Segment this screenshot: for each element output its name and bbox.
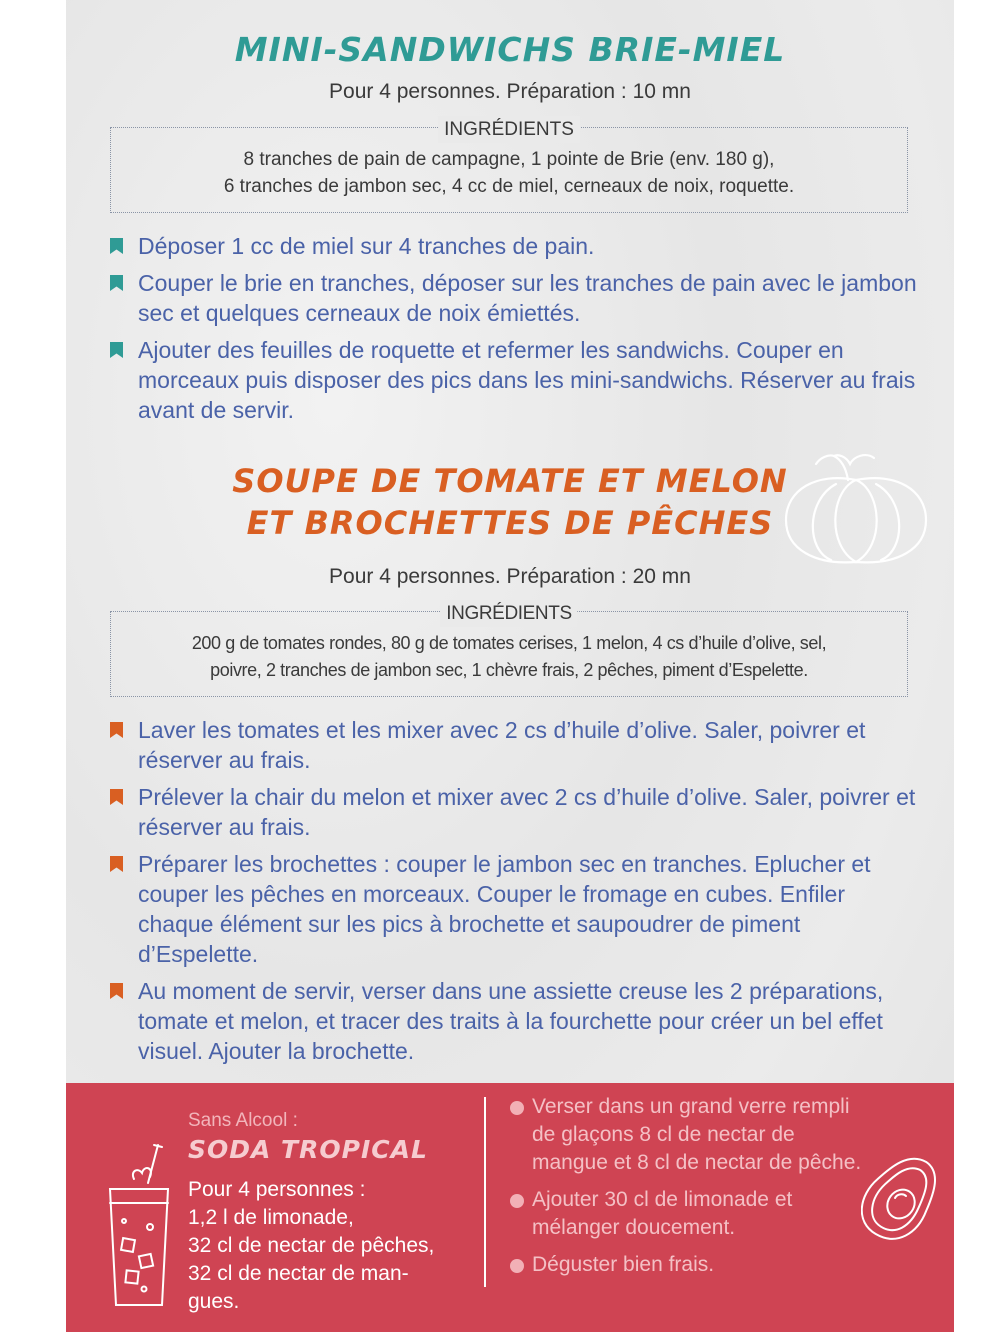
- drink-steps: [508, 1093, 868, 1288]
- bookmark-bullet-icon: [110, 275, 123, 291]
- bookmark-bullet-icon: [110, 789, 123, 805]
- dot-bullet-icon: [510, 1101, 524, 1115]
- recipe2-title-line2: ET BROCHETTES DE PÊCHES: [246, 504, 774, 542]
- drink-step: Ajouter 30 cl de limonade et mélanger doucement.: [508, 1186, 868, 1242]
- recipe2-steps: [108, 715, 918, 1073]
- drink-ingredient: 32 cl de nectar de pêches,: [188, 1234, 435, 1257]
- recipe1-ingredients-label: INGRÉDIENTS: [438, 116, 580, 143]
- drink-ingredient: 1,2 l de limonade,: [188, 1206, 354, 1229]
- recipe1-ingredients-line: 8 tranches de pain de campagne, 1 pointe de Brie (env. 180 g),: [243, 149, 775, 170]
- recipe1-ingredients-box: [110, 119, 908, 213]
- recipe-card: [66, 0, 954, 1332]
- drink-ingredient: 32 cl de nectar de man-: [188, 1262, 409, 1285]
- recipe2-step: Laver les tomates et les mixer avec 2 cs d’huile d’olive. Saler, poivrer et réserver au frais.: [108, 715, 918, 775]
- dot-bullet-icon: [510, 1194, 524, 1208]
- bookmark-bullet-icon: [110, 722, 123, 738]
- recipe2-ingredients-line: 200 g de tomates rondes, 80 g de tomates cerises, 1 melon, 4 cs d’huile d’olive, sel,: [191, 633, 827, 653]
- recipe2-step: Préparer les brochettes : couper le jambon sec en tranches. Eplucher et couper les pêches en morceaux. Couper le fromage en cubes. Enfiler chaque élément sur les pics à brochette et saupoudrer de piment d’Espelette.: [108, 849, 918, 969]
- drink-servings: Pour 4 personnes :: [188, 1178, 366, 1201]
- recipe1-servings: Pour 4 personnes. Préparation : 10 mn: [329, 80, 691, 103]
- dot-bullet-icon: [510, 1259, 524, 1273]
- soda-glass-icon: [104, 1143, 174, 1313]
- recipe1-steps: [108, 231, 918, 432]
- bookmark-bullet-icon: [110, 342, 123, 358]
- recipe1-step: Couper le brie en tranches, déposer sur les tranches de pain avec le jambon sec et quelques cerneaux de noix émiettés.: [108, 268, 918, 328]
- recipe1-title: MINI-SANDWICHS BRIE-MIEL: [234, 30, 786, 69]
- drink-ingredient: gues.: [188, 1290, 240, 1313]
- recipe2-ingredients-line: poivre, 2 tranches de jambon sec, 1 chèvre frais, 2 pêches, piment d’Espelette.: [210, 660, 808, 680]
- bookmark-bullet-icon: [110, 238, 123, 254]
- recipe2-title-line1: SOUPE DE TOMATE ET MELON: [232, 462, 788, 500]
- bookmark-bullet-icon: [110, 856, 123, 872]
- drink-title: SODA TROPICAL: [188, 1135, 428, 1164]
- drink-section: [66, 1083, 954, 1332]
- recipe2-ingredients-box: [110, 603, 908, 697]
- recipe1-ingredients-line: 6 tranches de jambon sec, 4 cc de miel, cerneaux de noix, roquette.: [223, 176, 795, 197]
- recipe1-step: Déposer 1 cc de miel sur 4 tranches de pain.: [108, 231, 918, 261]
- bookmark-bullet-icon: [110, 983, 123, 999]
- recipe2-step: Prélever la chair du melon et mixer avec 2 cs d’huile d’olive. Saler, poivrer et réserver au frais.: [108, 782, 918, 842]
- drink-step: Verser dans un grand verre rempli de glaçons 8 cl de nectar de mangue et 8 cl de nectar de pêche.: [508, 1093, 868, 1177]
- avocado-icon: [861, 1148, 939, 1248]
- drink-category: Sans Alcool :: [188, 1110, 298, 1131]
- drink-step: Déguster bien frais.: [508, 1251, 868, 1279]
- drink-divider: [484, 1097, 486, 1287]
- recipe2-servings: Pour 4 personnes. Préparation : 20 mn: [329, 565, 691, 588]
- drink-ingredients: [188, 1176, 488, 1316]
- pumpkin-icon: [776, 450, 936, 570]
- recipe2-ingredients-label: INGRÉDIENTS: [440, 600, 577, 627]
- recipe1-step: Ajouter des feuilles de roquette et refermer les sandwichs. Couper en morceaux puis disposer des pics dans les mini-sandwichs. Réserver au frais avant de servir.: [108, 335, 918, 425]
- recipe2-step: Au moment de servir, verser dans une assiette creuse les 2 préparations, tomate et melon, et tracer des traits à la fourchette pour créer un bel effet visuel. Ajouter la brochette.: [108, 976, 918, 1066]
